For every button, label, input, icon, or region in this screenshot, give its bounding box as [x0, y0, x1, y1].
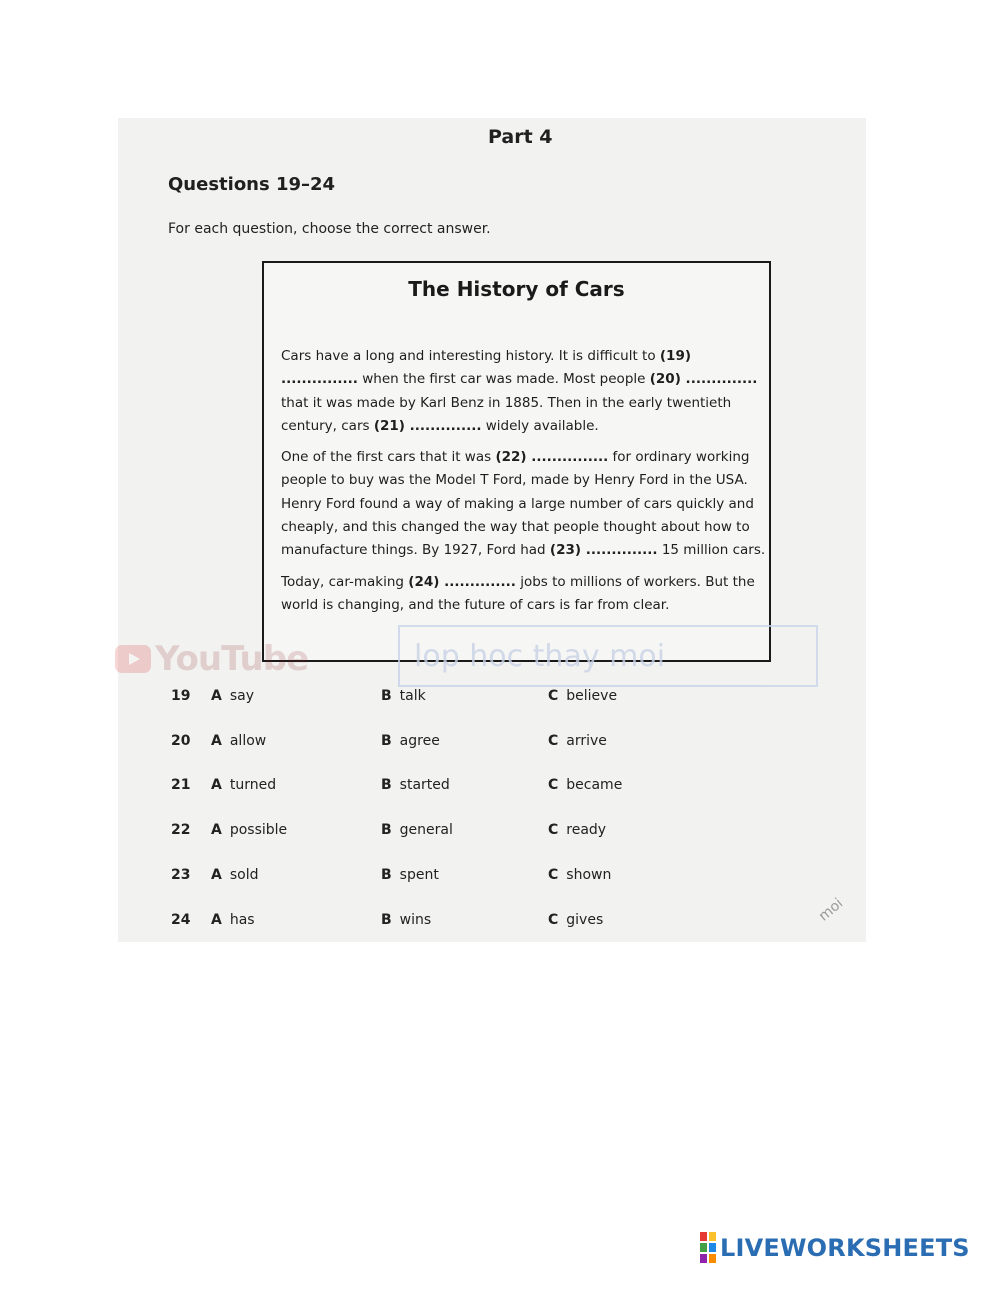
gap-22[interactable]: (22) ...............: [495, 449, 609, 466]
paragraph-2: One of the first cars that it was (22) ............... for ordinary working people to buy was the Model T Ford, made by Henry Ford in the USA. Henry Ford found a way of making a large number of cars quickly and cheaply, and this changed the way that people thought about how to manufacture things. By 1927, Ford had (23) .............. 15 million cars.: [281, 449, 766, 559]
part-title: Part 4: [488, 126, 553, 148]
liveworksheets-brand: [700, 1232, 970, 1263]
option-20-a[interactable]: A allow: [211, 733, 267, 749]
youtube-watermark: YouTube: [115, 636, 308, 682]
option-23-b[interactable]: B spent: [381, 867, 439, 883]
passage-title: The History of Cars: [408, 277, 625, 301]
option-19-c[interactable]: C believe: [548, 688, 618, 704]
youtube-play-icon: [115, 645, 151, 673]
gap-23[interactable]: (23) ..............: [549, 542, 658, 559]
option-21-c[interactable]: C became: [548, 777, 623, 793]
gap-21[interactable]: (21) ..............: [373, 417, 482, 434]
passage-box: [262, 261, 771, 662]
option-23-a[interactable]: A sold: [211, 867, 259, 883]
liveworksheets-wordmark: LIVEWORKSHEETS: [720, 1233, 970, 1262]
option-21-b[interactable]: B started: [381, 777, 450, 793]
option-22-b[interactable]: B general: [381, 822, 453, 838]
option-24-b[interactable]: B wins: [381, 912, 432, 928]
option-22-c[interactable]: C ready: [548, 822, 607, 838]
gap-24[interactable]: (24) ..............: [408, 573, 516, 590]
option-20-b[interactable]: B agree: [381, 733, 440, 749]
option-22-a[interactable]: A possible: [211, 822, 288, 838]
option-23-c[interactable]: C shown: [548, 867, 612, 883]
option-21-a[interactable]: A turned: [211, 777, 277, 793]
questions-heading: Questions 19–24: [168, 174, 336, 195]
instruction-text: For each question, choose the correct answer.: [168, 221, 491, 237]
gap-20[interactable]: (20) ..............: [649, 371, 758, 388]
corner-watermark: moi: [815, 895, 847, 925]
option-19-b[interactable]: B talk: [381, 688, 426, 704]
option-24-a[interactable]: A has: [211, 912, 255, 928]
passage-body: [281, 345, 769, 625]
search-watermark: lop hoc thay moi: [398, 625, 818, 687]
option-24-c[interactable]: C gives: [548, 912, 604, 928]
liveworksheets-logo-icon: [700, 1232, 716, 1263]
gap-19[interactable]: (19) ...............: [281, 348, 692, 388]
paragraph-1: Cars have a long and interesting history. It is difficult to (19) ............... when the first car was made. Most people (20) .............. that it was made by Karl Benz in 1885. Then in the early twentieth century, cars (21) .............. widely available.: [281, 348, 758, 434]
option-19-a[interactable]: A say: [211, 688, 255, 704]
paragraph-3: Today, car-making (24) .............. jobs to millions of workers. But the world is changing, and the future of cars is far from clear.: [281, 573, 755, 613]
option-20-c[interactable]: C arrive: [548, 733, 607, 749]
